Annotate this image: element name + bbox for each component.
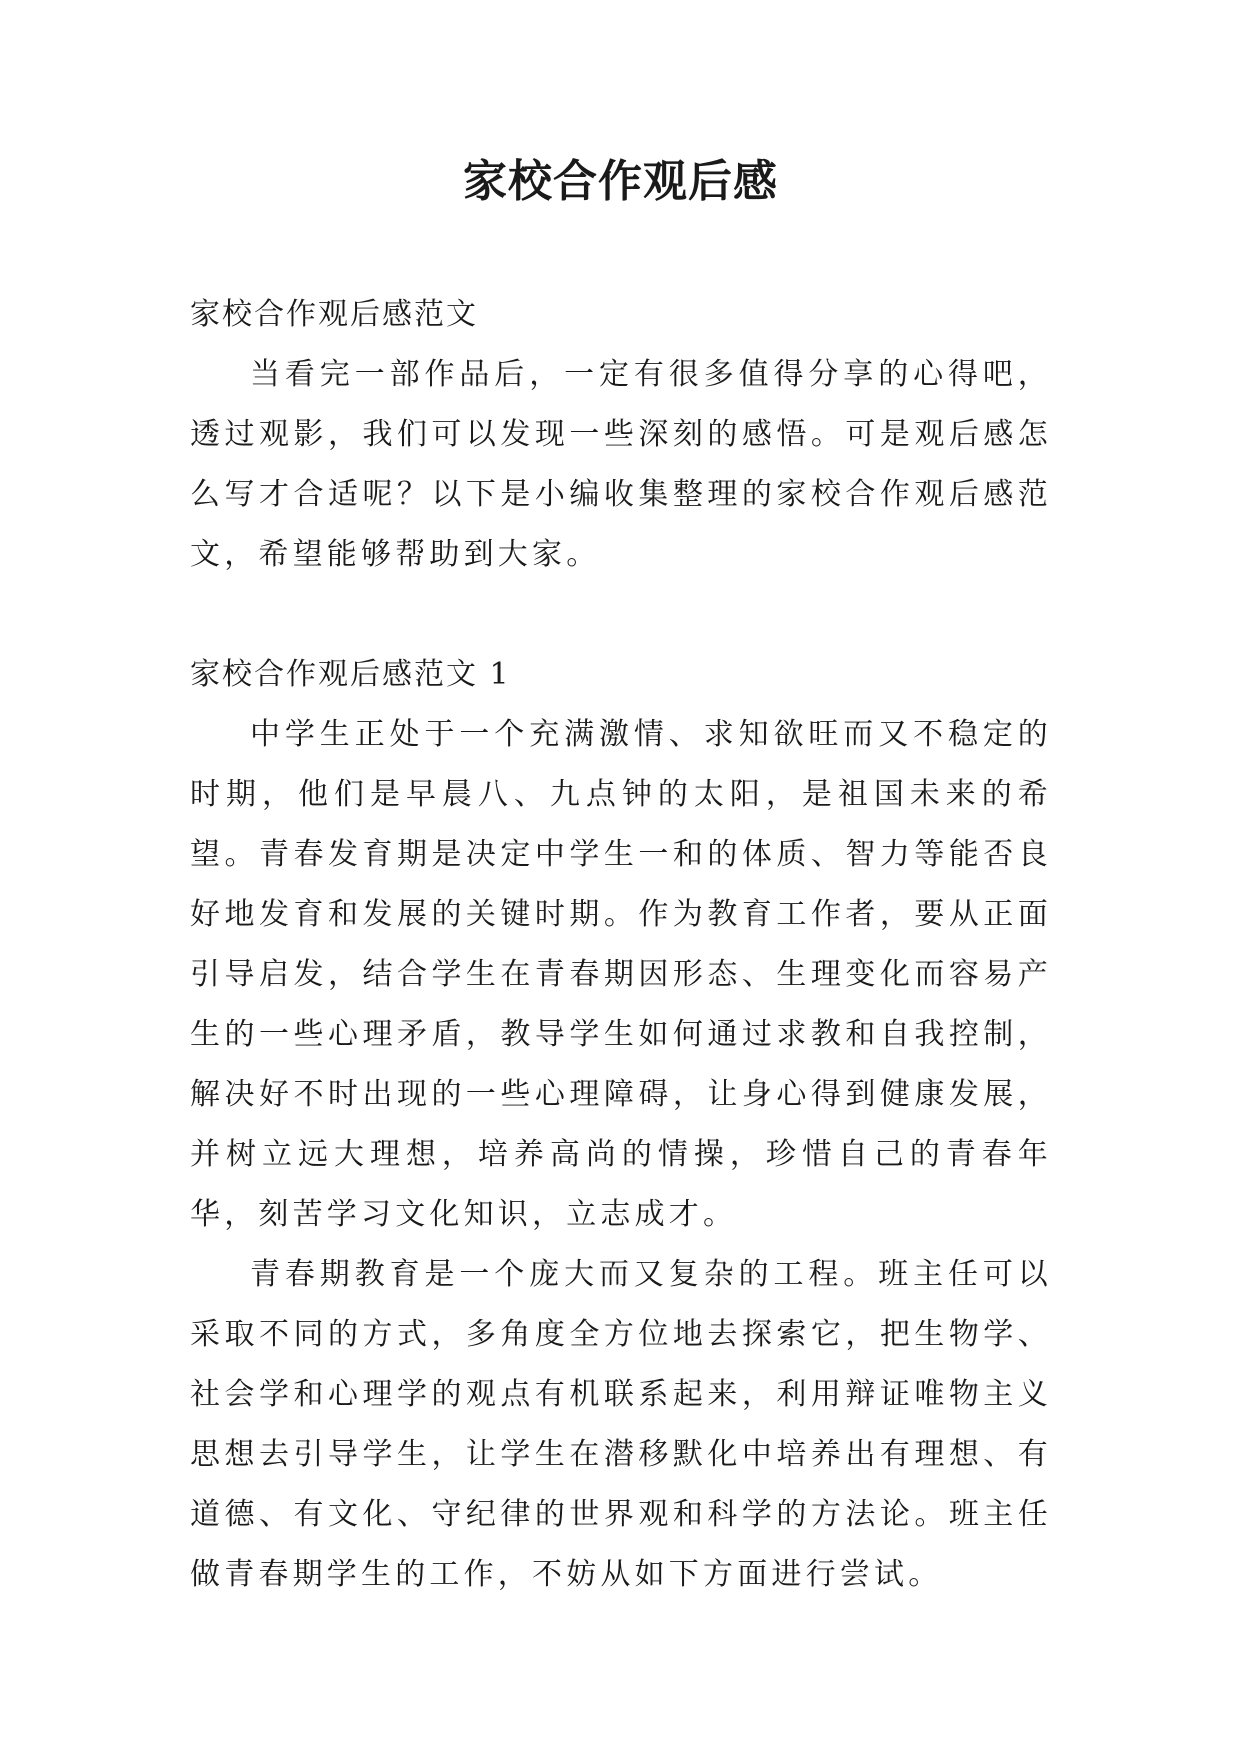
intro-heading: 家校合作观后感范文: [190, 297, 478, 332]
document-body: [190, 285, 1052, 1605]
section1-heading: 家校合作观后感范文 1: [190, 657, 511, 692]
section-spacer: [190, 585, 1052, 645]
intro-paragraph: 当看完一部作品后，一定有很多值得分享的心得吧，透过观影，我们可以发现一些深刻的感悟。可是观后感怎么写才合适呢？以下是小编收集整理的家校合作观后感范文，希望能够帮助到大家。: [190, 357, 1052, 572]
document-title: 家校合作观后感: [463, 156, 778, 207]
section1-paragraph-2: 青春期教育是一个庞大而又复杂的工程。班主任可以采取不同的方式，多角度全方位地去探索它，把生物学、社会学和心理学的观点有机联系起来，利用辩证唯物主义思想去引导学生，让学生在潜移默化中培养出有理想、有道德、有文化、守纪律的世界观和科学的方法论。班主任做青春期学生的工作，不妨从如下方面进行尝试。: [190, 1257, 1052, 1592]
section1-paragraph-1: 中学生正处于一个充满激情、求知欲旺而又不稳定的时期，他们是早晨八、九点钟的太阳，是祖国未来的希望。青春发育期是决定中学生一和的体质、智力等能否良好地发育和发展的关键时期。作为教育工作者，要从正面引导启发，结合学生在青春期因形态、生理变化而容易产生的一些心理矛盾，教导学生如何通过求教和自我控制，解决好不时出现的一些心理障碍，让身心得到健康发展，并树立远大理想，培养高尚的情操，珍惜自己的青春年华，刻苦学习文化知识，立志成才。: [190, 717, 1052, 1232]
